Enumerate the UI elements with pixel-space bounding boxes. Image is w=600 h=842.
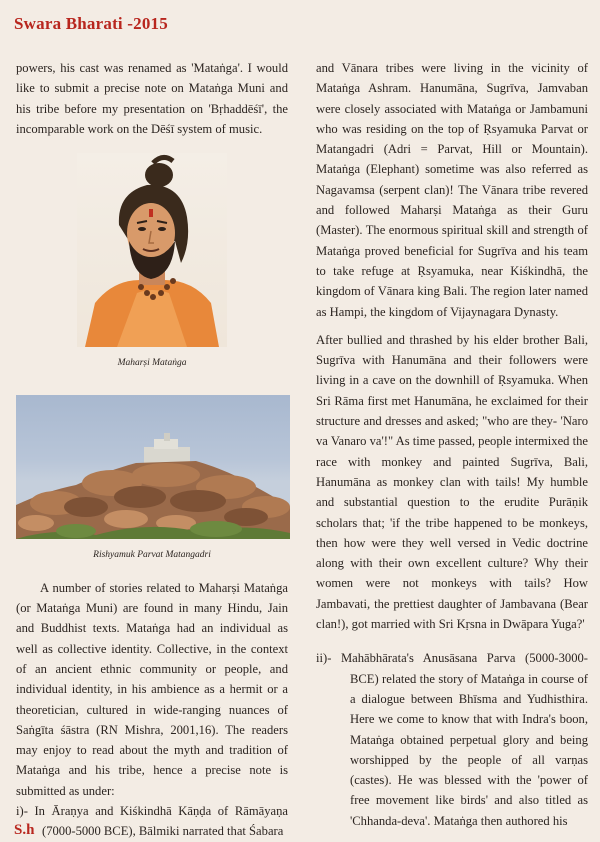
list-item-ii: ii)- Mahābhārata's Anusāsana Parva (5000-3000-BCE) related the story of Mataṅga in course of a dialogue between Bhīsma and Yudhisthira. Here we come to know that with Indra's boon, Mataṅga obtained perpetual glory and being worshipped by the people of all varṇas (castes). He was blessed with the 'power of free movement like birds' and also titled as 'Chhanda-deva'. Mataṅga then authored his [316,651,588,828]
list-item-i: i)- In Āraṇya and Kiśkindhā Kāṇḍa of Rāmāyaṇa (7000-5000 BCE), Bālmiki narrated that Śabara [16,804,288,839]
page-footer-mark: S.h [14,822,35,838]
body-paragraph-right-1: and Vānara tribes were living in the vicinity of Mataṅga Ashram. Hanumāna, Sugrīva, Jamvaban were closely associated with Mataṅga or Jambamuni who was residing on the top of Ṛsyamuka Parvat or Matangadri (Adri = Parvat, Hill or Mountain). Mataṅga (Elephant) sometime was also referred as Nagavamsa (serpent clan)! The Vānara tribe revered and followed Maharṣi Mataṅga as their Guru (Master). The enormous spiritual skill and strength of Mataṅga proved beneficial for Sugrīva and his team to take refuge at Ṛsyamuka, near Kiśkindhā, the kingdom of Vānara king Bali. The region later named as Hampi, the kingdom of Vijaynagara Dynasty. [316,61,588,319]
maharsi-matanga-portrait [77,153,227,347]
hill-caption: Rishyamuk Parvat Matangadri [93,550,211,561]
right-column [316,58,588,831]
intro-paragraph: powers, his cast was renamed as 'Mataṅga'. I would like to submit a precise note on Mataṅga Muni and his tribe before my presentation on 'Bṛhaddēśī', the incomparable work on the Dēśī system of music. [16,61,288,136]
left-column [16,58,288,842]
body-paragraph-right-2: After bullied and thrashed by his elder brother Bali, Sugrīva with Hanumāna and their followers were living in a cave on the downhill of Ṛsyamuka. When Sri Rāma first met Hanumāna, he exclaimed for their structure and dresses and asked; "who are they- 'Naro va Vanaro va'!" As time passed, people intermixed the race with monkey and painted Sugrīva, Bali, Hanumāna as monkey clan with tails! My humble and substantial question to the erudite Purāṇik scholars that; 'if the tribe happened to be monkeys, then how were they well versed in Vedic doctrine along with their own excellent culture? Why their women were not monkeys with tails? How Jambavati, the prettiest daughter of Jambavana (Bear clan!), got married with Sri Kṛsna in Dwāpara Yuga?' [316,332,588,632]
rishyamuk-parvat-photo [16,395,290,539]
portrait-caption: Maharṣi Mataṅga [117,358,187,369]
journal-title: Swara Bharati -2015 [14,14,168,33]
body-paragraph: A number of stories related to Maharṣi Mataṅga (or Mataṅga Muni) are found in many Hindu, Jain and Buddhist texts. Mataṅga had an individual as well as collective identity. Collective, in the context of an ancient ethnic community or people, and individual identity, in his ambience as a hermit or a theoretician, cultured in wide-ranging nuances of Saṅgīta śāstra (RN Mishra, 2001,16). The readers may enjoy to read about the myth and tradition of Mataṅga and his tribe, hence a precise note is submitted as under: [16,580,288,798]
